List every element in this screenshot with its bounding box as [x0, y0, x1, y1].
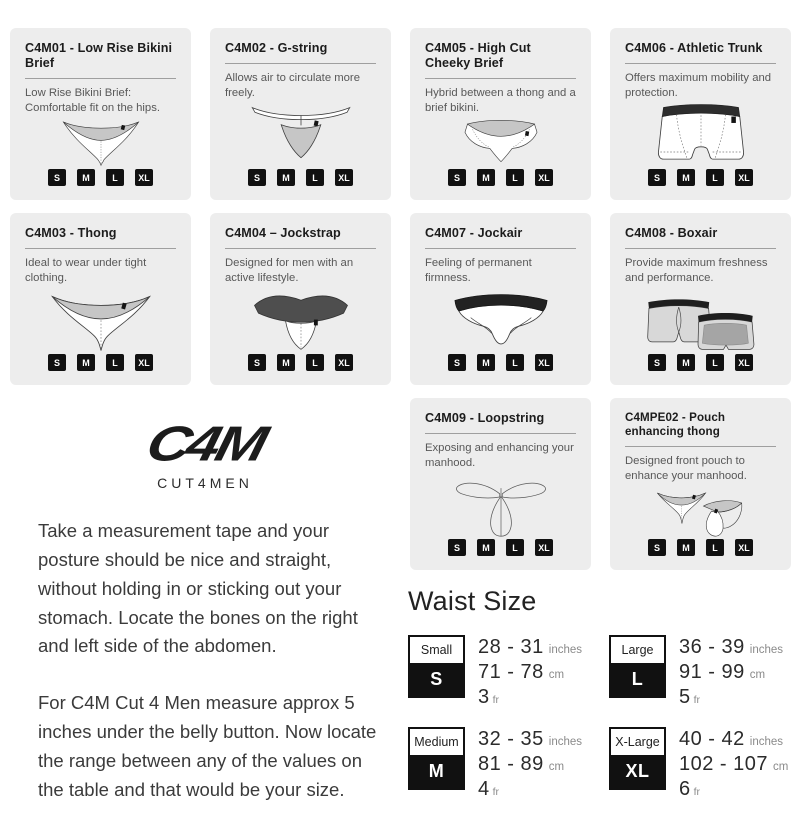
size-badges — [425, 539, 576, 556]
size-box-x-large — [609, 727, 666, 790]
athletic-trunk-illustration — [625, 101, 776, 167]
measurement-fr: 4 fr — [478, 778, 500, 800]
brand-logo-text: C4M — [140, 416, 270, 472]
product-title: C4M08 - Boxair — [625, 226, 718, 240]
size-badge-m: M — [77, 169, 95, 186]
size-badges — [25, 354, 176, 371]
product-title: C4M02 - G-string — [225, 41, 328, 55]
size-badge-xl: XL — [535, 169, 553, 186]
size-badge-s: S — [448, 354, 466, 371]
size-box-label: Large — [621, 643, 654, 657]
measurement-fr: 5 fr — [679, 686, 701, 708]
measurement-fr: 3 fr — [478, 686, 500, 708]
product-description: Allows air to circulate more freely. — [225, 72, 360, 100]
size-badge-m: M — [477, 169, 495, 186]
size-box-large — [609, 635, 666, 698]
size-badges — [25, 169, 176, 186]
size-badge-l: L — [306, 354, 324, 371]
product-title: C4M05 - High Cut Cheeky Brief — [425, 41, 531, 71]
size-badge-l: L — [306, 169, 324, 186]
size-badges — [625, 539, 776, 556]
product-title: C4M03 - Thong — [25, 226, 117, 240]
brand-logo — [40, 414, 370, 491]
size-box-letter: L — [611, 663, 664, 696]
size-badge-xl: XL — [735, 354, 753, 371]
divider — [225, 248, 376, 249]
size-badge-s: S — [248, 354, 266, 371]
size-badge-s: S — [648, 539, 666, 556]
waist-entry-large — [609, 635, 794, 711]
divider — [425, 433, 576, 434]
product-description: Offers maximum mobility and protection. — [625, 72, 772, 100]
product-card-c4m08 — [610, 213, 791, 385]
high-cut-cheeky-brief-illustration — [425, 116, 576, 167]
product-description: Provide maximum freshness and performance. — [625, 257, 768, 285]
size-badge-s: S — [448, 169, 466, 186]
measurement-inches: 36 - 39 inches — [679, 636, 784, 658]
size-badge-xl: XL — [335, 169, 353, 186]
size-box-label: X-Large — [615, 735, 660, 749]
size-badge-m: M — [677, 539, 695, 556]
product-title: C4MPE02 - Pouch enhancing thong — [625, 411, 726, 438]
size-box-medium — [408, 727, 465, 790]
size-measurements — [679, 727, 788, 803]
size-badge-s: S — [248, 169, 266, 186]
size-badge-l: L — [706, 169, 724, 186]
product-card-c4m06 — [610, 28, 791, 200]
size-badge-s: S — [648, 169, 666, 186]
size-badge-xl: XL — [735, 539, 753, 556]
size-badge-s: S — [48, 354, 66, 371]
product-title: C4M09 - Loopstring — [425, 411, 545, 425]
waist-size-section — [408, 586, 794, 803]
pouch-enhancing-thong-illustration — [625, 484, 776, 537]
size-badge-l: L — [106, 354, 124, 371]
product-card-c4mpe02 — [610, 398, 791, 570]
instructions-paragraph-1: Take a measurement tape and your posture should be nice and straight, without holding in or sticking out your stomach. Locate the bones on the right and left side of the abdomen. — [38, 520, 358, 657]
size-badge-l: L — [506, 539, 524, 556]
size-measurements — [679, 635, 783, 711]
size-badge-m: M — [477, 539, 495, 556]
product-card-c4m09 — [410, 398, 591, 570]
measurement-cm: 81 - 89 cm — [478, 753, 565, 775]
divider — [625, 248, 776, 249]
product-title: C4M07 - Jockair — [425, 226, 523, 240]
jockstrap-illustration — [225, 286, 376, 352]
size-box-small — [408, 635, 465, 698]
size-badges — [625, 169, 776, 186]
product-description: Low Rise Bikini Brief: Comfortable fit on the hips. — [25, 87, 161, 115]
measurement-cm: 102 - 107 cm — [679, 753, 789, 775]
measurement-instructions — [38, 517, 386, 833]
waist-size-grid — [408, 635, 794, 803]
divider — [625, 446, 776, 447]
size-badge-m: M — [677, 169, 695, 186]
product-description: Ideal to wear under tight clothing. — [25, 257, 147, 285]
thong-illustration — [25, 286, 176, 352]
product-description: Hybrid between a thong and a brief bikini. — [425, 87, 576, 115]
instructions-paragraph-2: For C4M Cut 4 Men measure approx 5 inches under the belly button. Now locate the range between any of the values on the table and that would be your size. — [38, 692, 377, 800]
measurement-cm: 91 - 99 cm — [679, 661, 766, 683]
divider — [225, 63, 376, 64]
size-badge-xl: XL — [535, 539, 553, 556]
size-box-label: Medium — [414, 735, 459, 749]
product-card-c4m03 — [10, 213, 191, 385]
size-box-letter: XL — [611, 755, 664, 788]
size-box-label: Small — [420, 643, 453, 657]
divider — [425, 78, 576, 79]
size-badge-m: M — [477, 354, 495, 371]
product-description: Exposing and enhancing your manhood. — [425, 442, 574, 470]
measurement-inches: 32 - 35 inches — [478, 728, 583, 750]
product-description: Designed for men with an active lifestyle. — [225, 257, 354, 285]
size-badge-s: S — [48, 169, 66, 186]
size-badge-l: L — [106, 169, 124, 186]
product-card-c4m05 — [410, 28, 591, 200]
divider — [25, 248, 176, 249]
product-title: C4M06 - Athletic Trunk — [625, 41, 763, 55]
divider — [25, 78, 176, 79]
measurement-fr: 6 fr — [679, 778, 701, 800]
size-badge-m: M — [277, 169, 295, 186]
waist-entry-small — [408, 635, 593, 711]
size-box-letter: M — [410, 755, 463, 788]
product-card-c4m02 — [210, 28, 391, 200]
product-title: C4M04 – Jockstrap — [225, 226, 341, 240]
measurement-cm: 71 - 78 cm — [478, 661, 565, 683]
size-badge-l: L — [506, 169, 524, 186]
size-badge-xl: XL — [735, 169, 753, 186]
product-description: Designed front pouch to enhance your manhood. — [625, 454, 747, 482]
size-badge-xl: XL — [335, 354, 353, 371]
product-card-c4m01 — [10, 28, 191, 200]
size-badge-l: L — [506, 354, 524, 371]
size-measurements — [478, 727, 582, 803]
brand-name: CUT4MEN — [157, 475, 253, 491]
size-badge-m: M — [677, 354, 695, 371]
size-badges — [225, 169, 376, 186]
size-badges — [225, 354, 376, 371]
size-badge-m: M — [277, 354, 295, 371]
size-badge-l: L — [706, 354, 724, 371]
size-badge-l: L — [706, 539, 724, 556]
divider — [425, 248, 576, 249]
waist-entry-medium — [408, 727, 593, 803]
loopstring-illustration — [425, 471, 576, 537]
product-description: Feeling of permanent firmness. — [425, 257, 532, 285]
product-card-c4m07 — [410, 213, 591, 385]
product-card-c4m04 — [210, 213, 391, 385]
divider — [625, 63, 776, 64]
measurement-inches: 28 - 31 inches — [478, 636, 583, 658]
waist-size-heading: Waist Size — [408, 586, 537, 616]
size-badge-s: S — [448, 539, 466, 556]
measurement-inches: 40 - 42 inches — [679, 728, 784, 750]
size-box-letter: S — [410, 663, 463, 696]
size-measurements — [478, 635, 582, 711]
size-badge-xl: XL — [535, 354, 553, 371]
size-badge-s: S — [648, 354, 666, 371]
g-string-illustration — [225, 101, 376, 167]
size-badge-xl: XL — [135, 354, 153, 371]
size-badges — [625, 354, 776, 371]
size-badges — [425, 354, 576, 371]
size-badge-m: M — [77, 354, 95, 371]
jockair-illustration — [425, 286, 576, 352]
waist-entry-x-large — [609, 727, 794, 803]
size-badges — [425, 169, 576, 186]
low-rise-bikini-brief-illustration — [25, 116, 176, 167]
size-badge-xl: XL — [135, 169, 153, 186]
product-title: C4M01 - Low Rise Bikini Brief — [25, 41, 173, 71]
boxair-illustration — [625, 286, 776, 352]
